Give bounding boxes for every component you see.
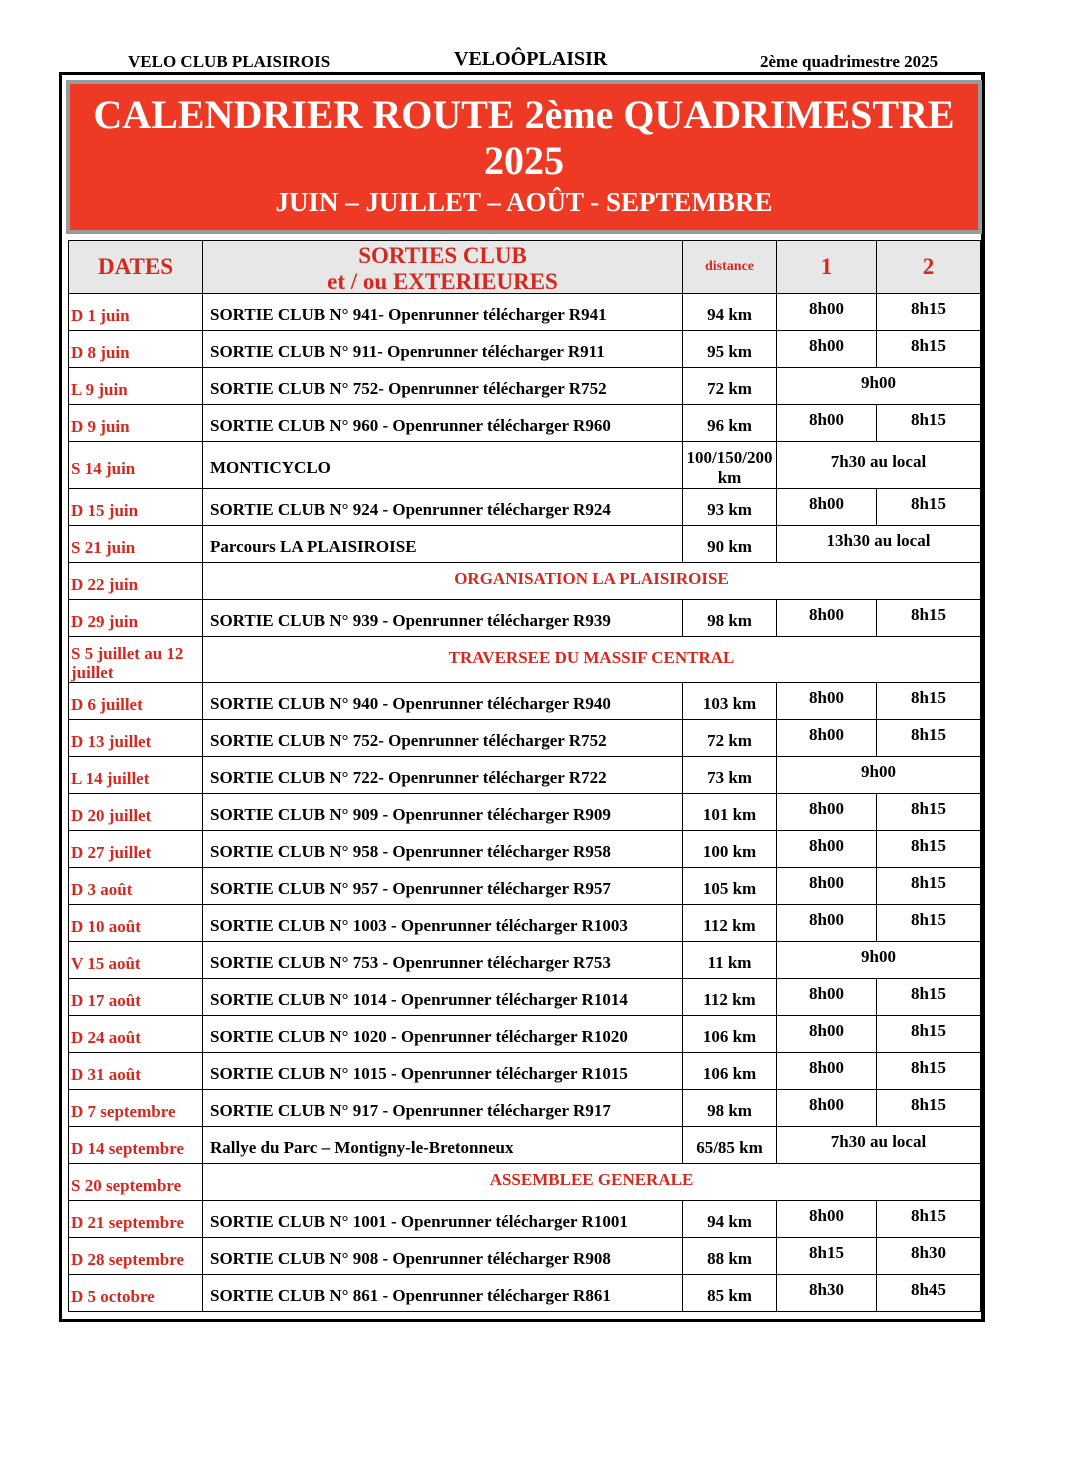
row-description: SORTIE CLUB N° 753 - Openrunner télécharger R753 xyxy=(203,942,683,979)
row-time-group-1: 8h00 xyxy=(777,1016,877,1053)
row-time-group-2: 8h15 xyxy=(877,1053,981,1090)
row-time-group-1: 8h00 xyxy=(777,683,877,720)
row-date: D 13 juillet xyxy=(69,720,203,757)
row-description: SORTIE CLUB N° 924 - Openrunner télécharger R924 xyxy=(203,489,683,526)
row-time-group-1: 8h00 xyxy=(777,979,877,1016)
header-sorties-line2: et / ou EXTERIEURES xyxy=(327,269,558,293)
table-row xyxy=(69,637,981,683)
table-row xyxy=(69,831,981,868)
table-row xyxy=(69,757,981,794)
row-date: D 21 septembre xyxy=(69,1201,203,1238)
row-description: SORTIE CLUB N° 1014 - Openrunner télécharger R1014 xyxy=(203,979,683,1016)
row-time-group-2: 8h15 xyxy=(877,831,981,868)
row-start-time: 9h00 xyxy=(777,757,981,794)
row-time-group-1: 8h00 xyxy=(777,905,877,942)
table-row xyxy=(69,1164,981,1201)
row-distance: 93 km xyxy=(683,489,777,526)
row-distance: 11 km xyxy=(683,942,777,979)
row-date: D 9 juin xyxy=(69,405,203,442)
document-header xyxy=(0,48,1080,74)
row-distance: 88 km xyxy=(683,1238,777,1275)
months-subtitle: JUIN – JUILLET – AOÛT - SEPTEMBRE xyxy=(275,187,773,217)
row-description: SORTIE CLUB N° 722- Openrunner télécharger R722 xyxy=(203,757,683,794)
row-date: S 5 juillet au 12 juillet xyxy=(69,637,203,683)
row-date: D 1 juin xyxy=(69,294,203,331)
row-description: SORTIE CLUB N° 941- Openrunner télécharger R941 xyxy=(203,294,683,331)
row-date: D 6 juillet xyxy=(69,683,203,720)
row-description: SORTIE CLUB N° 1003 - Openrunner télécharger R1003 xyxy=(203,905,683,942)
row-description: SORTIE CLUB N° 908 - Openrunner télécharger R908 xyxy=(203,1238,683,1275)
table-row xyxy=(69,600,981,637)
header-sorties xyxy=(203,241,683,294)
table-header-row xyxy=(69,241,981,294)
row-distance: 100 km xyxy=(683,831,777,868)
table-row xyxy=(69,942,981,979)
row-time-group-2: 8h45 xyxy=(877,1275,981,1312)
row-distance: 100/150/200 km xyxy=(683,442,777,489)
row-time-group-2: 8h15 xyxy=(877,294,981,331)
table-row xyxy=(69,868,981,905)
row-description: SORTIE CLUB N° 958 - Openrunner télécharger R958 xyxy=(203,831,683,868)
row-start-time: 9h00 xyxy=(777,942,981,979)
row-time-group-1: 8h15 xyxy=(777,1238,877,1275)
row-distance: 106 km xyxy=(683,1016,777,1053)
row-start-time: 9h00 xyxy=(777,368,981,405)
club-name: VELO CLUB PLAISIROIS xyxy=(128,52,331,71)
row-time-group-2: 8h15 xyxy=(877,979,981,1016)
row-time-group-2: 8h15 xyxy=(877,794,981,831)
row-date: D 14 septembre xyxy=(69,1127,203,1164)
header-dates: DATES xyxy=(69,241,203,294)
row-description: SORTIE CLUB N° 960 - Openrunner télécharger R960 xyxy=(203,405,683,442)
title-banner-inner xyxy=(70,84,978,230)
row-distance: 105 km xyxy=(683,868,777,905)
row-date: S 21 juin xyxy=(69,526,203,563)
row-time-group-1: 8h00 xyxy=(777,1201,877,1238)
row-description: SORTIE CLUB N° 909 - Openrunner télécharger R909 xyxy=(203,794,683,831)
row-date: D 7 septembre xyxy=(69,1090,203,1127)
row-distance: 94 km xyxy=(683,1201,777,1238)
row-time-group-2: 8h30 xyxy=(877,1238,981,1275)
row-distance: 96 km xyxy=(683,405,777,442)
row-date: D 3 août xyxy=(69,868,203,905)
row-date: D 10 août xyxy=(69,905,203,942)
header-group-1: 1 xyxy=(777,241,877,294)
table-row xyxy=(69,794,981,831)
row-description: SORTIE CLUB N° 939 - Openrunner télécharger R939 xyxy=(203,600,683,637)
row-time-group-1: 8h00 xyxy=(777,831,877,868)
row-time-group-2: 8h15 xyxy=(877,868,981,905)
table-row xyxy=(69,1016,981,1053)
table-row xyxy=(69,563,981,600)
row-time-group-1: 8h00 xyxy=(777,600,877,637)
row-description: SORTIE CLUB N° 752- Openrunner télécharger R752 xyxy=(203,368,683,405)
row-distance: 72 km xyxy=(683,720,777,757)
row-distance: 103 km xyxy=(683,683,777,720)
row-distance: 90 km xyxy=(683,526,777,563)
row-date: V 15 août xyxy=(69,942,203,979)
row-distance: 73 km xyxy=(683,757,777,794)
table-row xyxy=(69,1275,981,1312)
row-date: D 20 juillet xyxy=(69,794,203,831)
row-description: SORTIE CLUB N° 911- Openrunner télécharger R911 xyxy=(203,331,683,368)
row-distance: 98 km xyxy=(683,1090,777,1127)
title-banner xyxy=(66,80,982,234)
table-row xyxy=(69,368,981,405)
table-row xyxy=(69,405,981,442)
row-date: D 27 juillet xyxy=(69,831,203,868)
row-time-group-1: 8h00 xyxy=(777,331,877,368)
calendar-table xyxy=(68,240,981,1312)
table-row xyxy=(69,1238,981,1275)
row-event: ORGANISATION LA PLAISIROISE xyxy=(203,563,981,600)
row-time-group-2: 8h15 xyxy=(877,600,981,637)
row-distance: 112 km xyxy=(683,905,777,942)
row-start-time: 7h30 au local xyxy=(777,1127,981,1164)
row-date: D 5 octobre xyxy=(69,1275,203,1312)
table-row xyxy=(69,1053,981,1090)
row-time-group-2: 8h15 xyxy=(877,683,981,720)
row-time-group-2: 8h15 xyxy=(877,489,981,526)
row-description: SORTIE CLUB N° 1001 - Openrunner télécharger R1001 xyxy=(203,1201,683,1238)
row-date: S 20 septembre xyxy=(69,1164,203,1201)
row-time-group-2: 8h15 xyxy=(877,720,981,757)
row-description: Parcours LA PLAISIROISE xyxy=(203,526,683,563)
row-date: D 24 août xyxy=(69,1016,203,1053)
row-time-group-1: 8h00 xyxy=(777,720,877,757)
brand-name: VELOÔPLAISIR xyxy=(454,48,608,70)
row-description: SORTIE CLUB N° 957 - Openrunner télécharger R957 xyxy=(203,868,683,905)
row-time-group-1: 8h00 xyxy=(777,405,877,442)
row-time-group-2: 8h15 xyxy=(877,1016,981,1053)
page-title-line2: 2025 xyxy=(484,138,564,183)
row-distance: 72 km xyxy=(683,368,777,405)
row-distance: 98 km xyxy=(683,600,777,637)
table-row xyxy=(69,1127,981,1164)
table-row xyxy=(69,442,981,489)
row-date: D 28 septembre xyxy=(69,1238,203,1275)
row-start-time: 13h30 au local xyxy=(777,526,981,563)
table-row xyxy=(69,526,981,563)
table-row xyxy=(69,294,981,331)
row-description: Rallye du Parc – Montigny-le-Bretonneux xyxy=(203,1127,683,1164)
table-row xyxy=(69,905,981,942)
table-row xyxy=(69,489,981,526)
row-time-group-1: 8h00 xyxy=(777,868,877,905)
row-time-group-1: 8h00 xyxy=(777,294,877,331)
row-time-group-2: 8h15 xyxy=(877,331,981,368)
table-row xyxy=(69,1090,981,1127)
row-distance: 106 km xyxy=(683,1053,777,1090)
row-date: L 9 juin xyxy=(69,368,203,405)
row-distance: 65/85 km xyxy=(683,1127,777,1164)
page-title-line1: CALENDRIER ROUTE 2ème QUADRIMESTRE xyxy=(93,92,955,137)
row-date: D 15 juin xyxy=(69,489,203,526)
row-event: ASSEMBLEE GENERALE xyxy=(203,1164,981,1201)
row-distance: 101 km xyxy=(683,794,777,831)
row-time-group-1: 8h00 xyxy=(777,1053,877,1090)
header-distance: distance xyxy=(683,241,777,294)
row-time-group-1: 8h00 xyxy=(777,794,877,831)
row-distance: 95 km xyxy=(683,331,777,368)
row-date: D 22 juin xyxy=(69,563,203,600)
row-time-group-2: 8h15 xyxy=(877,905,981,942)
row-time-group-1: 8h00 xyxy=(777,1090,877,1127)
table-row xyxy=(69,683,981,720)
row-time-group-2: 8h15 xyxy=(877,1201,981,1238)
row-date: D 29 juin xyxy=(69,600,203,637)
row-start-time: 7h30 au local xyxy=(777,442,981,489)
row-date: D 17 août xyxy=(69,979,203,1016)
table-row xyxy=(69,720,981,757)
row-date: D 8 juin xyxy=(69,331,203,368)
period-label: 2ème quadrimestre 2025 xyxy=(760,52,939,71)
table-row xyxy=(69,979,981,1016)
row-distance: 94 km xyxy=(683,294,777,331)
row-description: SORTIE CLUB N° 752- Openrunner télécharger R752 xyxy=(203,720,683,757)
row-description: SORTIE CLUB N° 1015 - Openrunner télécharger R1015 xyxy=(203,1053,683,1090)
row-time-group-1: 8h30 xyxy=(777,1275,877,1312)
row-description: MONTICYCLO xyxy=(203,442,683,489)
row-description: SORTIE CLUB N° 861 - Openrunner télécharger R861 xyxy=(203,1275,683,1312)
row-date: L 14 juillet xyxy=(69,757,203,794)
row-time-group-2: 8h15 xyxy=(877,1090,981,1127)
row-description: SORTIE CLUB N° 1020 - Openrunner télécharger R1020 xyxy=(203,1016,683,1053)
row-description: SORTIE CLUB N° 917 - Openrunner télécharger R917 xyxy=(203,1090,683,1127)
table-row xyxy=(69,1201,981,1238)
row-time-group-1: 8h00 xyxy=(777,489,877,526)
header-group-2: 2 xyxy=(877,241,981,294)
row-time-group-2: 8h15 xyxy=(877,405,981,442)
row-distance: 112 km xyxy=(683,979,777,1016)
row-event: TRAVERSEE DU MASSIF CENTRAL xyxy=(203,637,981,683)
header-sorties-line1: SORTIES CLUB xyxy=(358,243,527,268)
row-distance: 85 km xyxy=(683,1275,777,1312)
table-row xyxy=(69,331,981,368)
row-date: D 31 août xyxy=(69,1053,203,1090)
row-description: SORTIE CLUB N° 940 - Openrunner télécharger R940 xyxy=(203,683,683,720)
row-date: S 14 juin xyxy=(69,442,203,489)
